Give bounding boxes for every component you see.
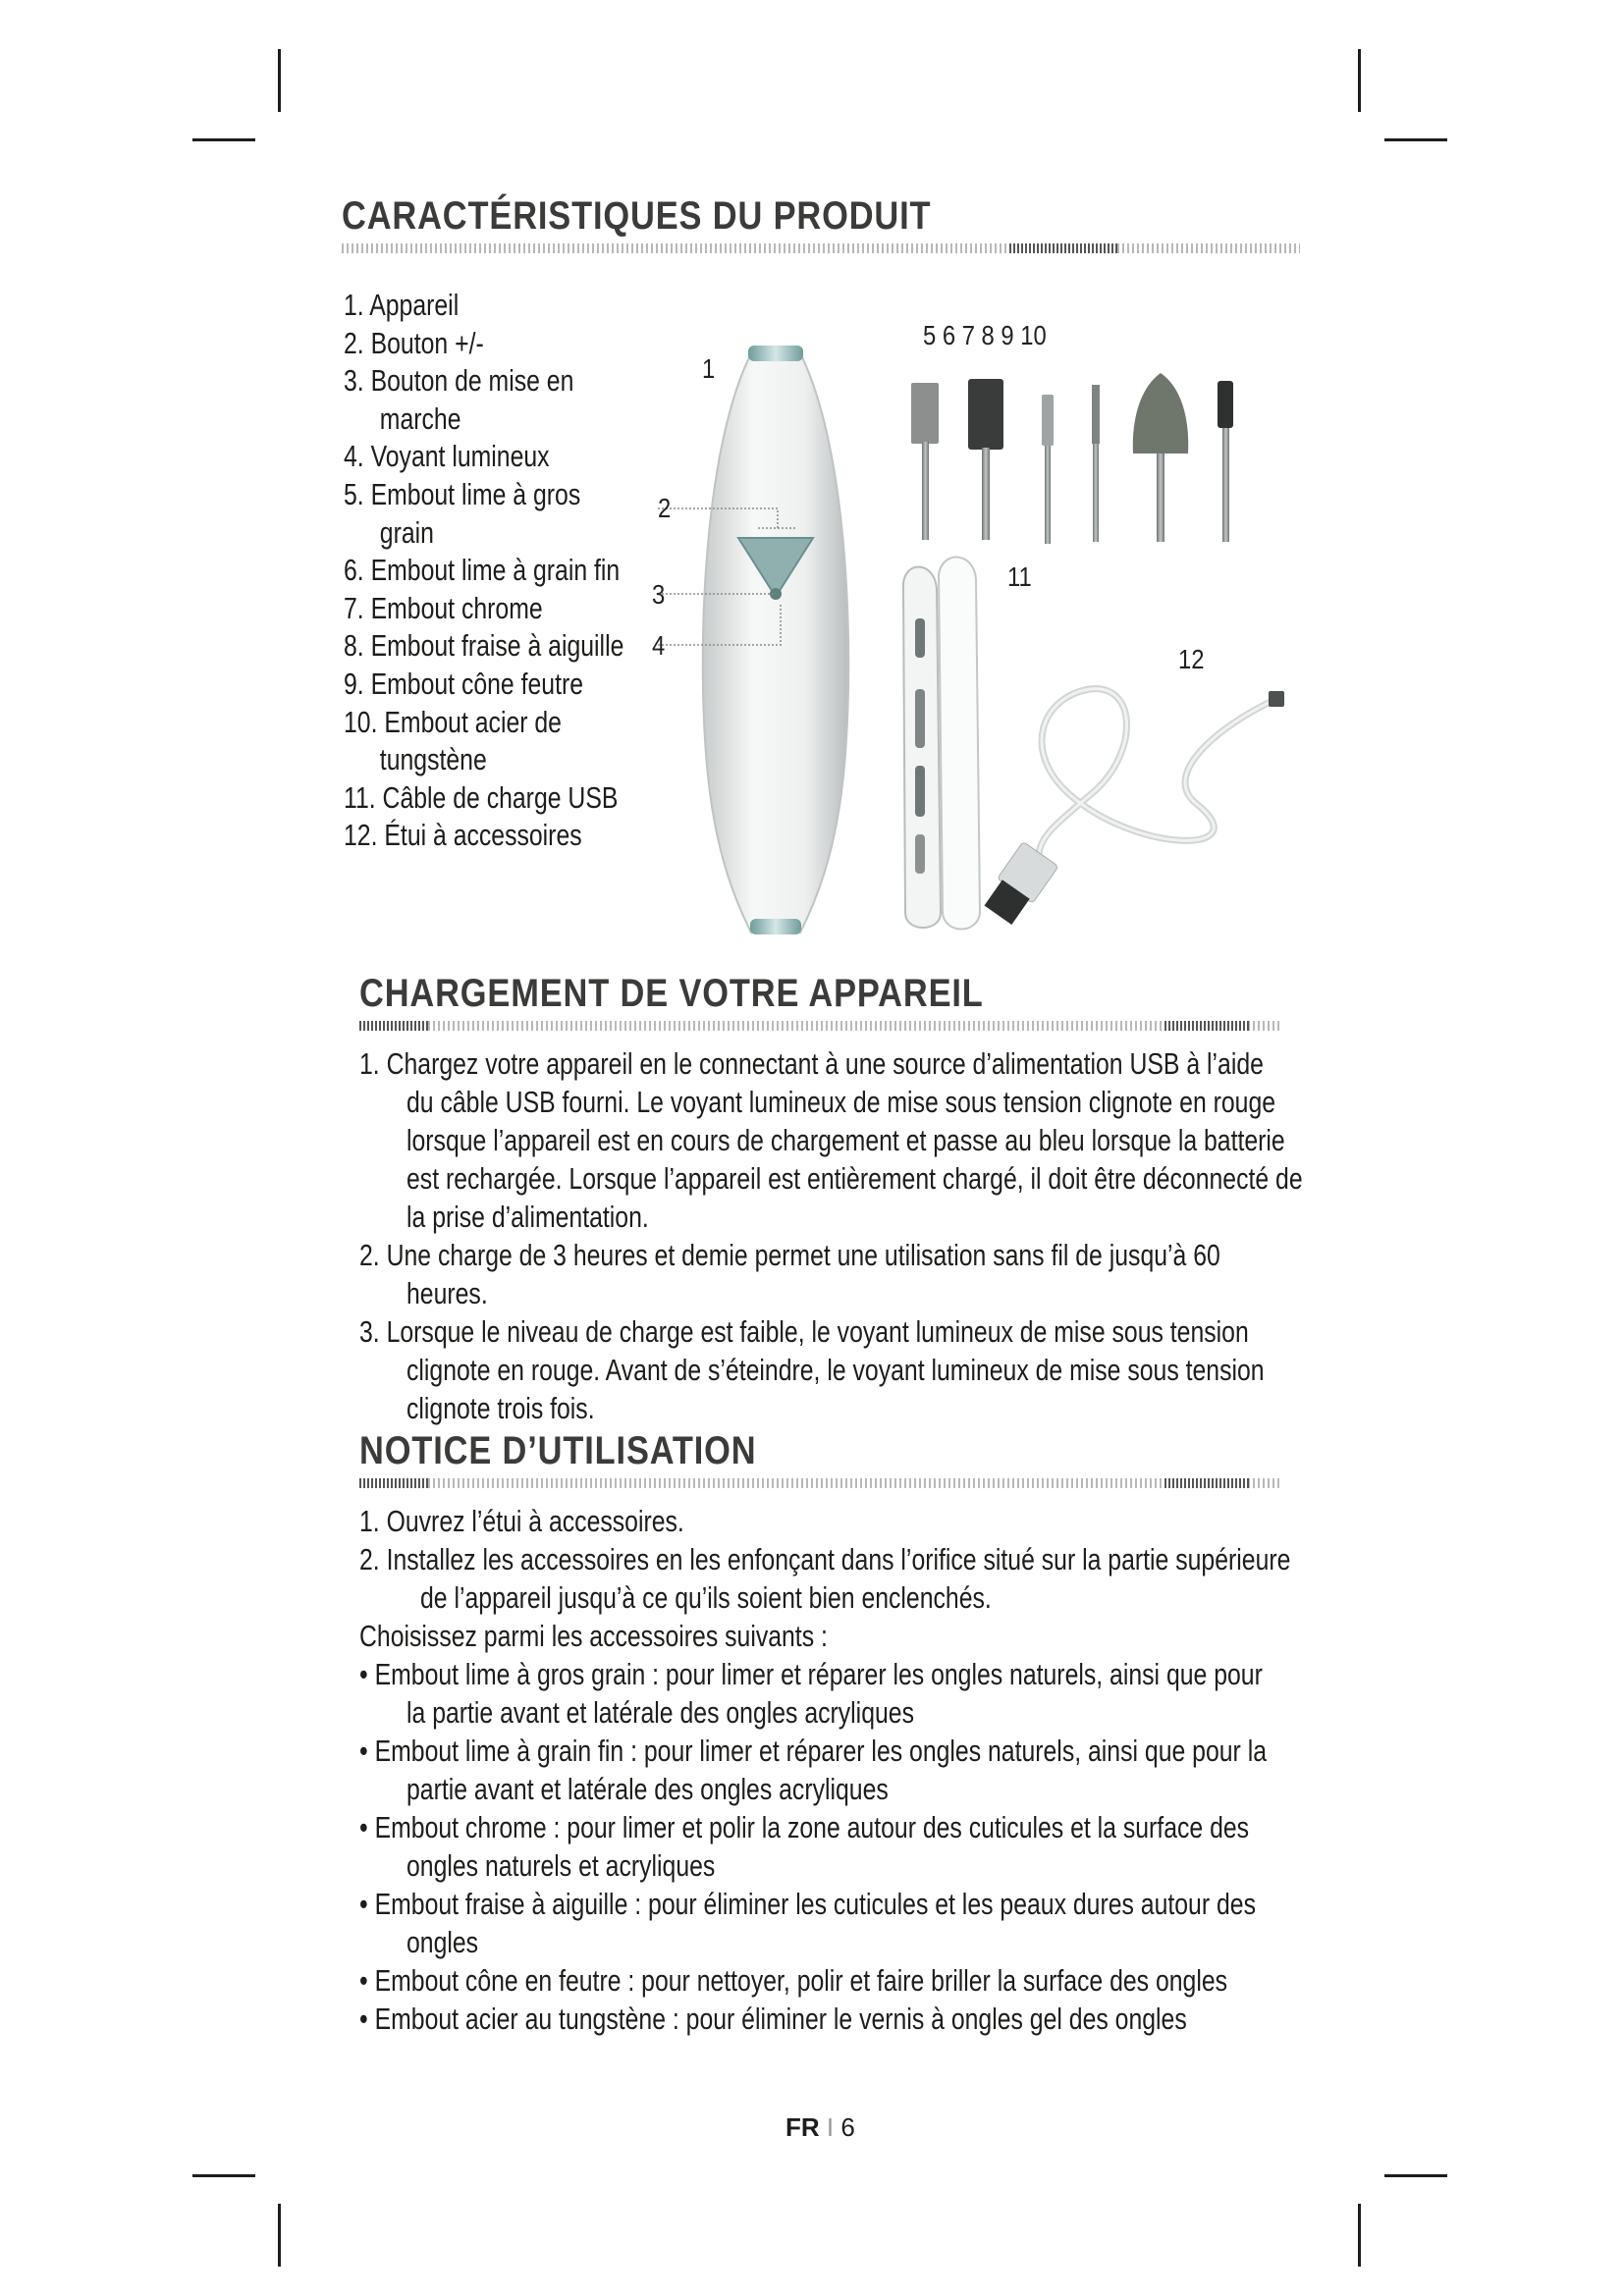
bit-felt-cone-image (1133, 373, 1188, 542)
feature-number: 3. (344, 363, 364, 399)
feature-item (344, 514, 623, 553)
crop-mark (278, 49, 281, 112)
feature-label: Voyant lumineux (370, 439, 550, 474)
product-illustration (628, 304, 1316, 952)
feature-item (344, 666, 623, 704)
feature-item (344, 627, 623, 666)
device-image (703, 346, 848, 934)
feature-label: marche (379, 400, 461, 436)
bit-coarse-image (911, 383, 939, 540)
charging-line: clignote trois fois. (406, 1391, 595, 1425)
usage-line: ongles naturels et acryliques (406, 1848, 716, 1883)
language-code: FR (785, 2112, 820, 2142)
usage-line: la partie avant et latérale des ongles acryliques (406, 1695, 914, 1730)
feature-item (344, 362, 623, 400)
feature-number: 6. (344, 553, 364, 588)
features-list (344, 287, 623, 855)
feature-label: tungstène (379, 742, 487, 777)
feature-item (344, 325, 623, 363)
feature-number: 9. (344, 666, 364, 701)
callout-3: 3 (652, 579, 666, 610)
usage-line: 2. Installez les accessoires en les enfonçant dans l’orifice situé sur la partie supérieure (359, 1542, 1291, 1576)
crop-mark (1358, 49, 1361, 112)
title-rule (359, 1021, 1282, 1031)
footer-separator: I (826, 2112, 835, 2142)
title-rule (359, 1478, 1282, 1488)
bit-needle-image (1092, 385, 1100, 542)
feature-label: Étui à accessoires (384, 818, 582, 853)
feature-label: Embout chrome (370, 590, 543, 625)
feature-label: Embout lime à gros (370, 476, 581, 511)
crop-mark (1358, 2204, 1361, 2267)
feature-number: 10. (344, 704, 378, 739)
charging-line: 1. Chargez votre appareil en le connectant à une source d’alimentation USB à l’aide (359, 1046, 1264, 1081)
crop-mark (192, 138, 255, 141)
charging-line: 3. Lorsque le niveau de charge est faible, le voyant lumineux de mise sous tension (359, 1314, 1249, 1349)
callout-5-10: 5 6 7 8 9 10 (923, 320, 1047, 350)
feature-item (344, 438, 623, 476)
crop-mark (1384, 138, 1447, 141)
charging-line: 2. Une charge de 3 heures et demie permet une utilisation sans fil de jusqu’à 60 (359, 1238, 1220, 1272)
feature-label: Embout fraise à aiguille (370, 628, 624, 664)
callout-11: 11 (1007, 561, 1032, 592)
charging-line: heures. (406, 1276, 488, 1310)
feature-item (344, 779, 623, 818)
charging-line: la prise d’alimentation. (406, 1200, 649, 1234)
feature-number: 5. (344, 476, 364, 511)
feature-number: 4. (344, 439, 364, 474)
feature-label: Embout cône feutre (370, 666, 584, 701)
feature-label: Embout lime à grain fin (370, 553, 621, 588)
feature-number: 1. (344, 288, 364, 322)
feature-label: Bouton de mise en (370, 363, 574, 399)
charging-line: clignote en rouge. Avant de s’éteindre, le voyant lumineux de mise sous tension (406, 1353, 1265, 1387)
usage-bullet: • Embout chrome : pour limer et polir la zone autour des cuticules et la surface des (359, 1810, 1250, 1844)
usage-bullet: • Embout cône en feutre : pour nettoyer, polir et faire briller la surface des ongles (359, 1963, 1228, 1998)
feature-number: 2. (344, 325, 364, 360)
charging-line: lorsque l’appareil est en cours de chargement et passe au bleu lorsque la batterie (406, 1123, 1285, 1157)
page-footer (785, 2112, 855, 2143)
usage-line: Choisissez parmi les accessoires suivants : (359, 1619, 828, 1653)
usage-bullet: • Embout lime à gros grain : pour limer et réparer les ongles naturels, ainsi que pour (359, 1657, 1263, 1691)
usage-bullet: • Embout fraise à aiguille : pour éliminer les cuticules et les peaux dures autour des (359, 1887, 1256, 1921)
feature-item (344, 287, 623, 325)
usage-line: 1. Ouvrez l’étui à accessoires. (359, 1504, 684, 1538)
feature-item (344, 704, 623, 742)
crop-mark (278, 2204, 281, 2267)
bit-tungsten-image (1218, 381, 1233, 542)
feature-number: 11. (344, 779, 376, 815)
charging-line: est rechargée. Lorsque l’appareil est entièrement chargé, il doit être déconnecté de (406, 1161, 1303, 1196)
feature-item (344, 741, 623, 779)
usage-bullet: • Embout lime à grain fin : pour limer et réparer les ongles naturels, ainsi que pour la (359, 1734, 1267, 1768)
feature-number: 8. (344, 628, 364, 664)
feature-number: 7. (344, 590, 364, 625)
accessory-case-image (903, 558, 980, 930)
callout-4: 4 (652, 630, 666, 661)
callout-12: 12 (1178, 644, 1205, 674)
feature-item (344, 400, 623, 439)
section-title-features: CARACTÉRISTIQUES DU PRODUIT (342, 194, 932, 238)
usb-cable-image (980, 689, 1284, 928)
callout-1: 1 (702, 353, 716, 384)
page-number: 6 (840, 2112, 855, 2142)
feature-item (344, 552, 623, 590)
feature-number: 12. (344, 818, 378, 853)
usage-bullet: • Embout acier au tungstène : pour éliminer le vernis à ongles gel des ongles (359, 2002, 1187, 2036)
feature-label: Appareil (369, 288, 460, 322)
section-title-charging: CHARGEMENT DE VOTRE APPAREIL (359, 972, 984, 1015)
bit-fine-image (968, 379, 1003, 540)
crop-mark (1384, 2174, 1447, 2177)
feature-label: Bouton +/- (370, 325, 484, 360)
section-title-usage: NOTICE D’UTILISATION (359, 1429, 757, 1472)
feature-item (344, 476, 623, 514)
callout-2: 2 (658, 493, 672, 523)
title-rule (342, 243, 1300, 253)
feature-label: grain (379, 514, 434, 550)
feature-label: Embout acier de (384, 704, 562, 739)
feature-item (344, 590, 623, 628)
charging-line: du câble USB fourni. Le voyant lumineux de mise sous tension clignote en rouge (406, 1085, 1276, 1119)
usage-line: de l’appareil jusqu’à ce qu’ils soient bien enclenchés. (420, 1580, 992, 1615)
crop-mark (192, 2174, 255, 2177)
usage-line: ongles (406, 1925, 479, 1959)
bit-chrome-image (1042, 395, 1054, 544)
usage-line: partie avant et latérale des ongles acryliques (406, 1772, 889, 1806)
feature-label: Câble de charge USB (382, 779, 619, 815)
feature-item (344, 817, 623, 855)
